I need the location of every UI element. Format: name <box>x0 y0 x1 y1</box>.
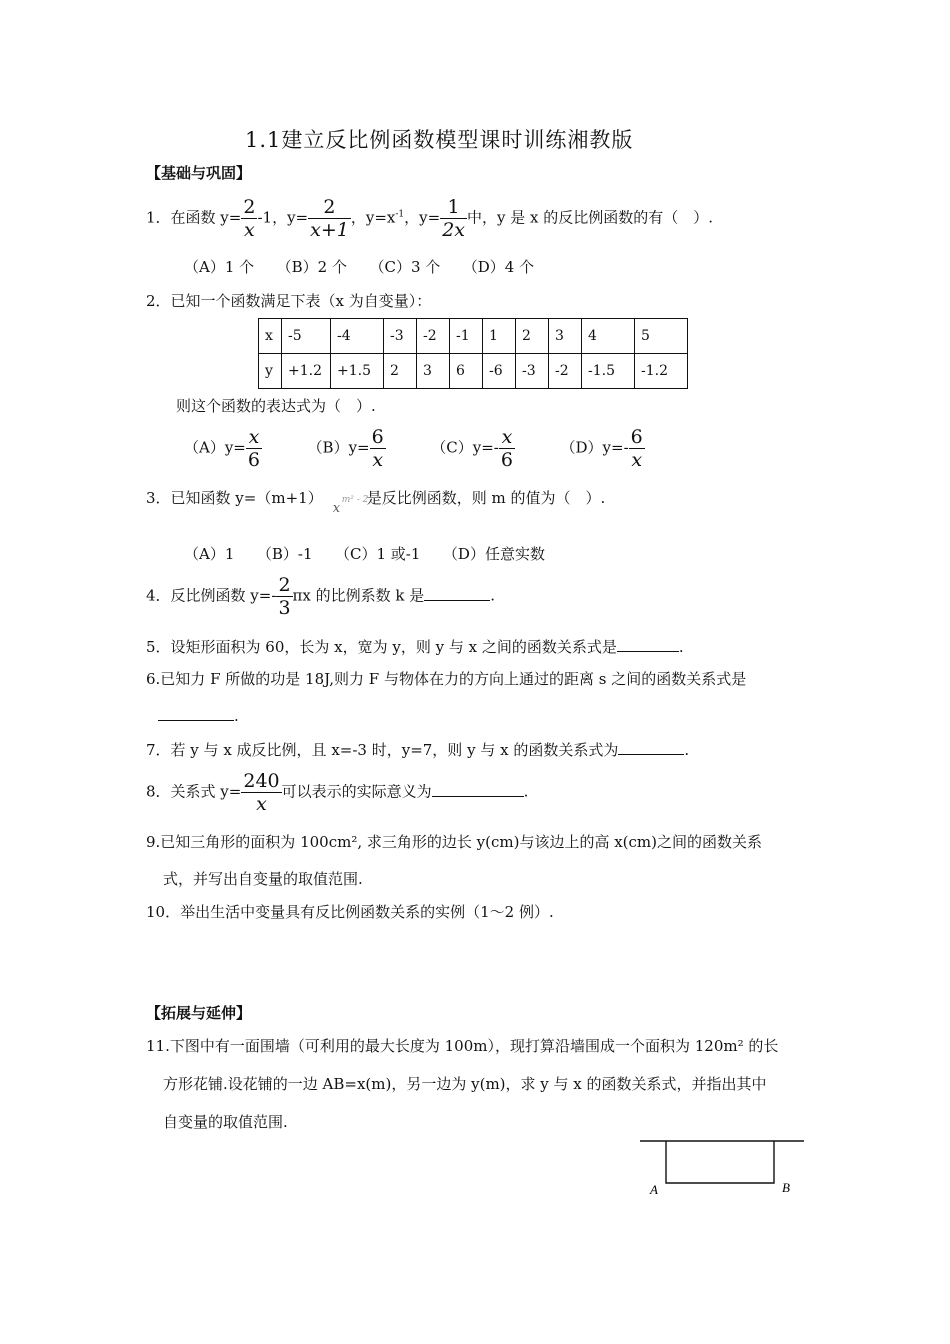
question-5 <box>146 636 684 657</box>
q2-option-a: （A）y= <box>184 438 246 457</box>
table-cell: -1 <box>450 319 483 354</box>
q3-base: x <box>332 501 341 516</box>
flower-bed-rectangle <box>666 1141 774 1183</box>
table-cell: +1.2 <box>282 354 331 389</box>
q1-options: （A）1 个 （B）2 个 （C）3 个 （D）4 个 <box>184 258 535 276</box>
question-2-stem: 2．已知一个函数满足下表（x 为自变量）： <box>146 292 432 310</box>
table-row-y <box>259 354 688 389</box>
q2-question: 则这个函数的表达式为（ ）. <box>176 397 376 415</box>
table-cell: 6 <box>450 354 483 389</box>
q1-exponent: -1 <box>395 209 405 220</box>
table-cell: 3 <box>417 354 450 389</box>
point-a-label: A <box>650 1182 658 1197</box>
q7-end: . <box>684 741 690 759</box>
q1-mid-3: ，y= <box>404 208 441 227</box>
question-4 <box>146 574 495 619</box>
q2-option-b-fraction: $\frac{6}{x}$ <box>371 426 384 471</box>
q2-option-a-fraction: $\frac{x}{6}$ <box>247 426 260 471</box>
q2-option-d: （D）y=- <box>560 438 629 457</box>
point-b-label: B <box>782 1180 790 1195</box>
q4-answer-blank[interactable] <box>424 586 490 601</box>
section-basics-heading: 【基础与巩固】 <box>146 164 252 182</box>
q1-fraction-3: $\frac{1}{2x}$ <box>442 196 465 241</box>
table-cell: 2 <box>384 354 417 389</box>
q2-option-c-fraction: $\frac{x}{6}$ <box>500 426 513 471</box>
page-title: 1.1建立反比例函数模型课时训练湘教版 <box>245 128 634 152</box>
wall-figure <box>636 1132 816 1202</box>
q3-options: （A）1 （B）-1 （C）1 或-1 （D）任意实数 <box>184 545 545 563</box>
question-9-line-2: 式，并写出自变量的取值范围. <box>163 870 363 888</box>
q2-option-d-fraction: $\frac{6}{x}$ <box>630 426 643 471</box>
q1-mid-1: -1，y= <box>257 208 309 227</box>
table-cell: 3 <box>549 319 582 354</box>
q7-text: 7．若 y 与 x 成反比例，且 x=-3 时，y=7，则 y 与 x 的函数关系式为 <box>146 741 619 759</box>
q8-answer-blank[interactable] <box>432 782 524 797</box>
q3-prefix: 3．已知函数 y=（m+1） <box>146 489 323 507</box>
q1-fraction-1: $\frac{2}{x}$ <box>243 196 256 241</box>
table-cell: +1.5 <box>331 354 384 389</box>
question-11-line-2: 方形花铺.设花铺的一边 AB=x(m)，另一边为 y(m)，求 y 与 x 的函数关系式，并指出其中 <box>163 1075 767 1093</box>
question-9: 9.已知三角形的面积为 100cm², 求三角形的边长 y(cm)与该边上的高 x(cm)之间的函数关系 <box>146 833 763 851</box>
table-cell: -5 <box>282 319 331 354</box>
table-cell: 1 <box>483 319 516 354</box>
table-cell: 2 <box>516 319 549 354</box>
q7-answer-blank[interactable] <box>618 740 684 755</box>
table-cell: -6 <box>483 354 516 389</box>
question-11: 11.下图中有一面围墙（可利用的最大长度为 100m），现打算沿墙围成一个面积为 120m² 的长 <box>146 1037 779 1055</box>
question-3 <box>146 487 606 516</box>
q5-end: . <box>678 638 684 656</box>
question-11-line-3: 自变量的取值范围. <box>163 1113 288 1131</box>
q6-answer-blank[interactable] <box>158 706 234 721</box>
question-6-answer <box>158 706 239 725</box>
table-cell: -2 <box>417 319 450 354</box>
q4-end: . <box>490 586 496 605</box>
q4-suffix: πx 的比例系数 k 是 <box>292 586 425 605</box>
q1-fraction-2: $\frac{2}{x+1}$ <box>310 196 349 241</box>
q2-value-table <box>258 318 688 389</box>
question-7 <box>146 739 689 760</box>
table-cell: -2 <box>549 354 582 389</box>
q8-prefix: 8．关系式 y= <box>146 782 242 801</box>
q1-prefix: 1．在函数 y= <box>146 208 242 227</box>
q3-power <box>323 489 369 516</box>
q1-suffix: 中，y 是 x 的反比例函数的有（ ）. <box>467 208 714 227</box>
q6-end: . <box>234 707 239 725</box>
section-extension-heading: 【拓展与延伸】 <box>146 1004 252 1022</box>
q4-fraction: $\frac{2}{3}$ <box>278 574 291 619</box>
table-cell: -1.2 <box>635 354 688 389</box>
table-cell: -3 <box>516 354 549 389</box>
question-1 <box>146 196 713 241</box>
question-10: 10．举出生活中变量具有反比例函数关系的实例（1～2 例）. <box>146 903 554 921</box>
q4-prefix: 4．反比例函数 y=- <box>146 586 277 605</box>
q2-options <box>184 426 645 471</box>
q5-text: 5．设矩形面积为 60，长为 x，宽为 y，则 y 与 x 之间的函数关系式是 <box>146 638 617 656</box>
table-cell: 4 <box>582 319 635 354</box>
table-cell: 5 <box>635 319 688 354</box>
q3-exponent: m² - 2 <box>341 495 369 505</box>
table-cell: -4 <box>331 319 384 354</box>
q1-mid-2: ，y=x <box>350 208 396 227</box>
question-8 <box>146 770 528 815</box>
table-row-x <box>259 319 688 354</box>
table-cell: y <box>259 354 282 389</box>
q8-end: . <box>523 782 529 801</box>
q8-suffix: 可以表示的实际意义为 <box>281 782 432 801</box>
table-cell: -3 <box>384 319 417 354</box>
q8-fraction: $\frac{240}{x}$ <box>243 770 280 815</box>
q5-answer-blank[interactable] <box>617 637 679 652</box>
table-cell: x <box>259 319 282 354</box>
q2-option-b: （B）y= <box>307 438 370 457</box>
q2-option-c: （C）y=- <box>431 438 499 457</box>
table-cell: -1.5 <box>582 354 635 389</box>
question-6: 6.已知力 F 所做的功是 18J,则力 F 与物体在力的方向上通过的距离 s 之间的函数关系式是 <box>146 670 747 688</box>
q3-suffix: 是反比例函数，则 m 的值为（ ）. <box>366 489 606 507</box>
